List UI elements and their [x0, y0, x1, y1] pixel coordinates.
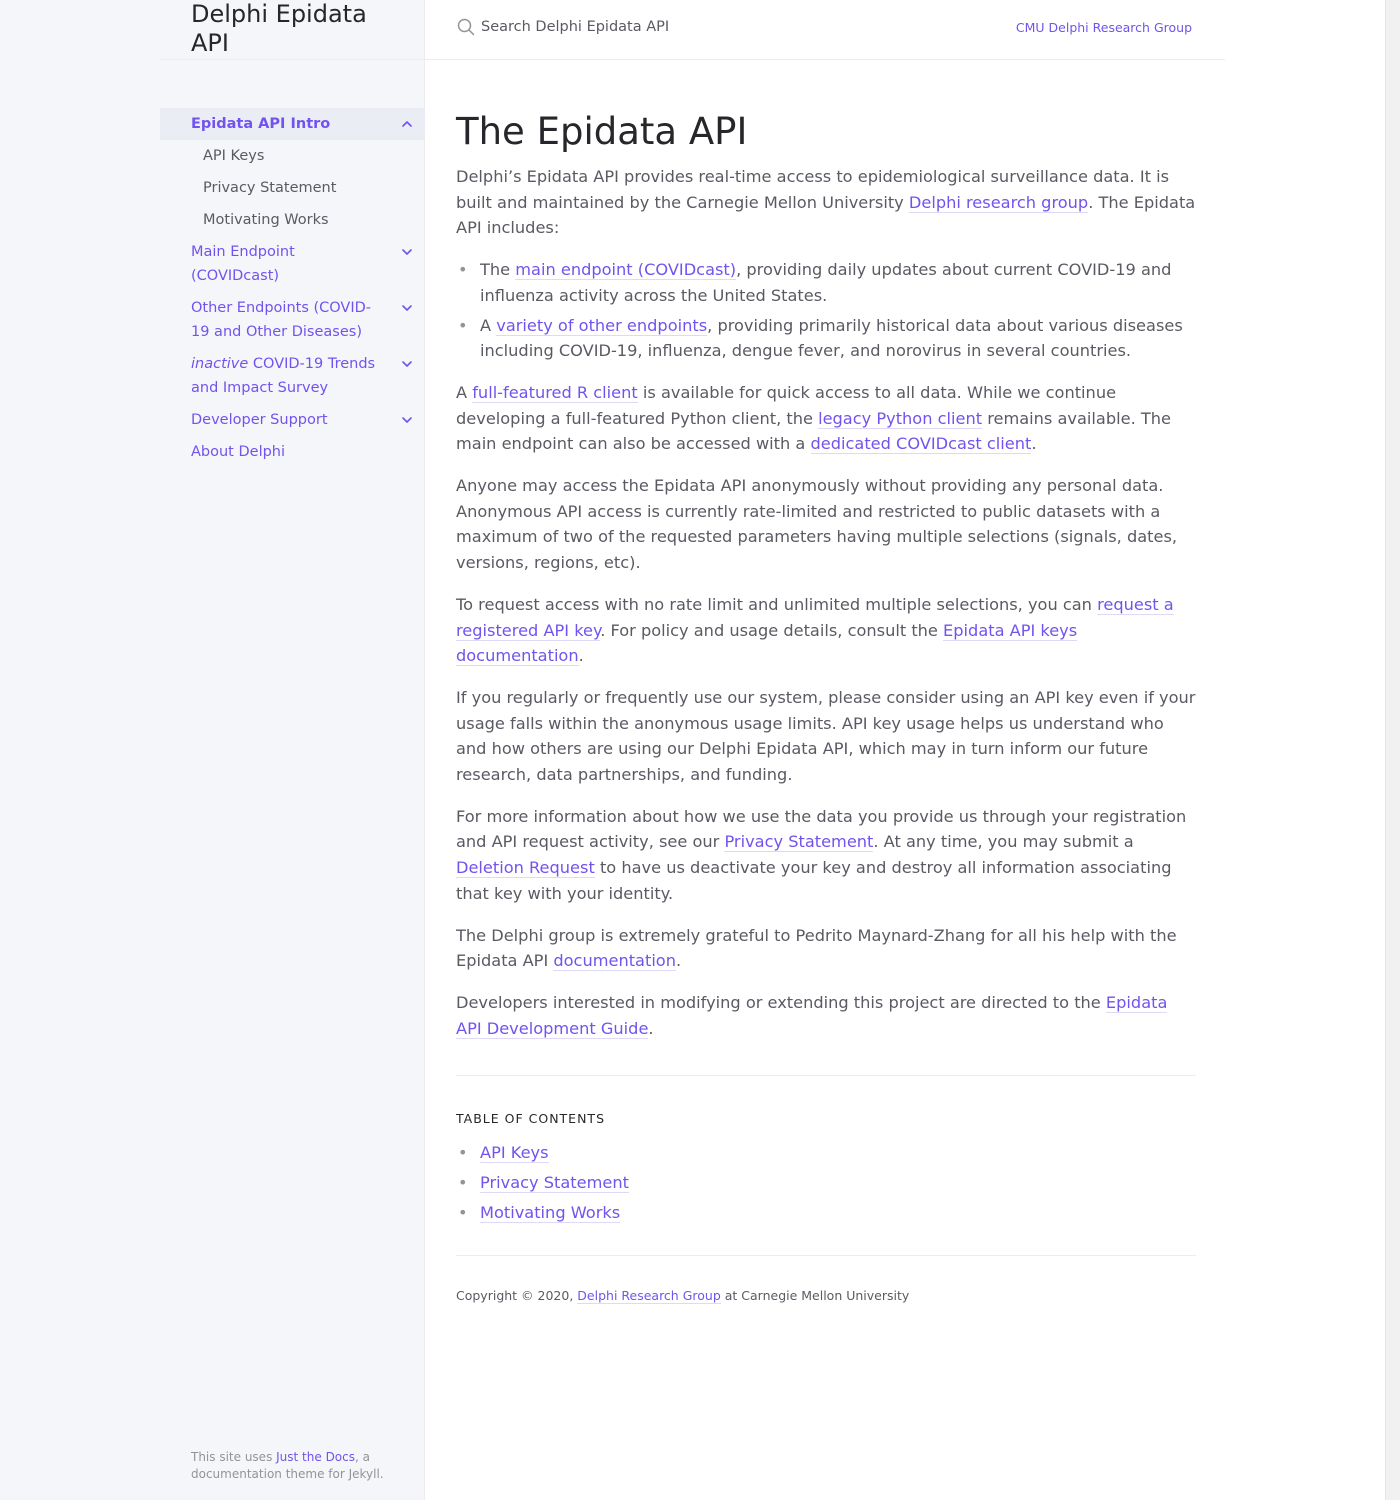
sidebar-item-label: Epidata API Intro — [191, 116, 331, 132]
acknowledgement-paragraph — [456, 923, 1196, 974]
site-title[interactable]: Delphi Epidata API — [191, 0, 367, 57]
sidebar-subitem-api-keys[interactable] — [160, 140, 425, 172]
top-header — [425, 0, 1225, 60]
text: . — [675, 951, 682, 971]
table-of-contents — [456, 1140, 1196, 1225]
sidebar-item-covid-trends-survey[interactable] — [160, 348, 425, 404]
list-item — [456, 1170, 1196, 1196]
text: Developers interested in modifying or extending this project are directed to the — [456, 992, 1106, 1012]
deletion-request-link[interactable]: Deletion Request — [456, 858, 595, 878]
inactive-tag: inactive — [191, 356, 249, 372]
text: . For policy and usage details, consult the — [600, 620, 944, 640]
request-api-key-link[interactable]: request a registered API key — [456, 594, 1174, 640]
endpoint-list — [456, 257, 1196, 364]
delphi-research-group-footer-link[interactable]: Delphi Research Group — [577, 1288, 721, 1304]
list-item — [456, 1200, 1196, 1226]
sidebar-item-label: Developer Support — [191, 412, 328, 428]
sidebar-item-label: COVID-19 Trends and Impact Survey — [191, 356, 376, 396]
text: The — [480, 260, 516, 280]
search-bar — [457, 18, 881, 36]
text: is available for quick access to all data. While we continue developing a full-featured Python client, the — [456, 382, 1117, 428]
api-keys-docs-link[interactable]: Epidata API keys documentation — [456, 620, 1078, 666]
python-client-link[interactable]: legacy Python client — [818, 408, 983, 428]
chevron-down-icon[interactable] — [399, 412, 415, 428]
chevron-down-icon[interactable] — [399, 356, 415, 372]
footer-text: , a documentation theme for Jekyll. — [191, 1450, 384, 1481]
text: A — [456, 382, 473, 402]
sidebar-item-label: Other Endpoints (COVID-19 and Other Diseases) — [191, 300, 372, 340]
intro-paragraph — [456, 164, 1196, 241]
sidebar-divider — [160, 59, 425, 60]
text: to have us deactivate your key and destroy all information associating that key with your identity. — [456, 858, 1172, 903]
text: remains available. The main endpoint can also be accessed with a — [456, 408, 1171, 454]
covidcast-client-link[interactable]: dedicated COVIDcast client — [810, 434, 1032, 454]
page-title: The Epidata API — [456, 110, 748, 153]
privacy-paragraph — [456, 804, 1196, 907]
text: . — [578, 646, 584, 666]
toc-link-motivating-works[interactable]: Motivating Works — [480, 1202, 621, 1222]
sidebar-item-developer-support[interactable] — [160, 404, 425, 436]
sidebar-item-other-endpoints[interactable] — [160, 292, 425, 348]
main-endpoint-link[interactable]: main endpoint (COVIDcast) — [515, 260, 737, 280]
sidebar-item-label: About Delphi — [191, 444, 286, 460]
documentation-link[interactable]: documentation — [553, 951, 676, 971]
list-item — [456, 1140, 1196, 1166]
text: Delphi’s Epidata API provides real-time access to epidemiological surveillance data. It is built and maintained by the Carnegie Mellon University — [456, 167, 1170, 212]
text: . — [1031, 434, 1037, 454]
sidebar-footer — [191, 1449, 411, 1483]
text: To request access with no rate limit and unlimited multiple selections, you can — [456, 594, 1098, 614]
list-item — [456, 257, 1196, 308]
text: A — [480, 315, 497, 335]
text: , providing daily updates about current COVID-19 and influenza activity across the United States. — [480, 260, 1172, 305]
search-icon — [457, 18, 475, 36]
text: Copyright © 2020, — [456, 1288, 578, 1304]
divider — [456, 1255, 1196, 1256]
toc-link-api-keys[interactable]: API Keys — [480, 1143, 549, 1163]
divider — [456, 1075, 1196, 1076]
text: at Carnegie Mellon University — [720, 1288, 910, 1304]
development-guide-link[interactable]: Epidata API Development Guide — [456, 992, 1168, 1038]
sidebar-item-label: Motivating Works — [203, 212, 329, 228]
sidebar-item-label: Privacy Statement — [203, 180, 337, 196]
sidebar-item-label: API Keys — [203, 148, 265, 164]
sidebar-nav — [160, 108, 425, 468]
sidebar-subitem-motivating-works[interactable] — [160, 204, 425, 236]
toc-link-privacy-statement[interactable]: Privacy Statement — [480, 1172, 629, 1192]
chevron-down-icon[interactable] — [399, 300, 415, 316]
scrollbar[interactable] — [1385, 0, 1400, 1500]
toc-heading: TABLE OF CONTENTS — [456, 1111, 606, 1127]
text: . The Epidata API includes: — [456, 192, 1196, 238]
cmu-delphi-link[interactable]: CMU Delphi Research Group — [1015, 20, 1192, 35]
anonymous-access-paragraph: Anyone may access the Epidata API anonymously without providing any personal data. Anonymous API access is currently rate-limited and restricted to public datasets with a maximum of two of the requested parameters having multiple selections (signals, dates, versions, regions, etc). — [456, 476, 1178, 573]
sidebar-item-about-delphi[interactable] — [160, 436, 425, 468]
developers-paragraph — [456, 990, 1196, 1041]
privacy-statement-link[interactable]: Privacy Statement — [724, 832, 874, 852]
r-client-link[interactable]: full-featured R client — [472, 382, 638, 402]
sidebar-item-label: Main Endpoint (COVIDcast) — [191, 244, 295, 284]
text: , providing primarily historical data about various diseases including COVID-19, influenza, dengue fever, and norovirus in several countries. — [480, 315, 1183, 361]
list-item — [456, 313, 1196, 364]
search-input[interactable] — [481, 19, 881, 35]
footer-text: This site uses — [191, 1450, 277, 1464]
chevron-down-icon[interactable] — [399, 244, 415, 260]
api-key-paragraph — [456, 592, 1196, 669]
chevron-up-icon[interactable] — [399, 116, 415, 132]
clients-paragraph — [456, 380, 1196, 457]
copyright — [456, 1286, 1196, 1306]
text: The Delphi group is extremely grateful to Pedrito Maynard-Zhang for all his help with the Epidata API — [456, 925, 1177, 971]
usage-paragraph: If you regularly or frequently use our system, please consider using an API key even if your usage falls within the anonymous usage limits. API key usage helps us understand who and how others are using our Delphi Epidata API, which may in turn inform our future research, data partnerships, and funding. — [456, 687, 1196, 785]
sidebar-subitem-privacy-statement[interactable] — [160, 172, 425, 204]
main-content — [456, 108, 1196, 1306]
text: . — [648, 1018, 654, 1038]
text: . At any time, you may submit a — [873, 832, 1134, 852]
just-the-docs-link[interactable]: Just the Docs — [276, 1450, 355, 1464]
text: For more information about how we use the data you provide us through your registration and API request activity, see our — [456, 806, 1187, 852]
other-endpoints-link[interactable]: variety of other endpoints — [496, 315, 708, 335]
sidebar-item-main-endpoint[interactable] — [160, 236, 425, 292]
sidebar-item-epidata-api-intro[interactable] — [160, 108, 425, 140]
delphi-research-group-link[interactable]: Delphi research group — [908, 192, 1089, 212]
